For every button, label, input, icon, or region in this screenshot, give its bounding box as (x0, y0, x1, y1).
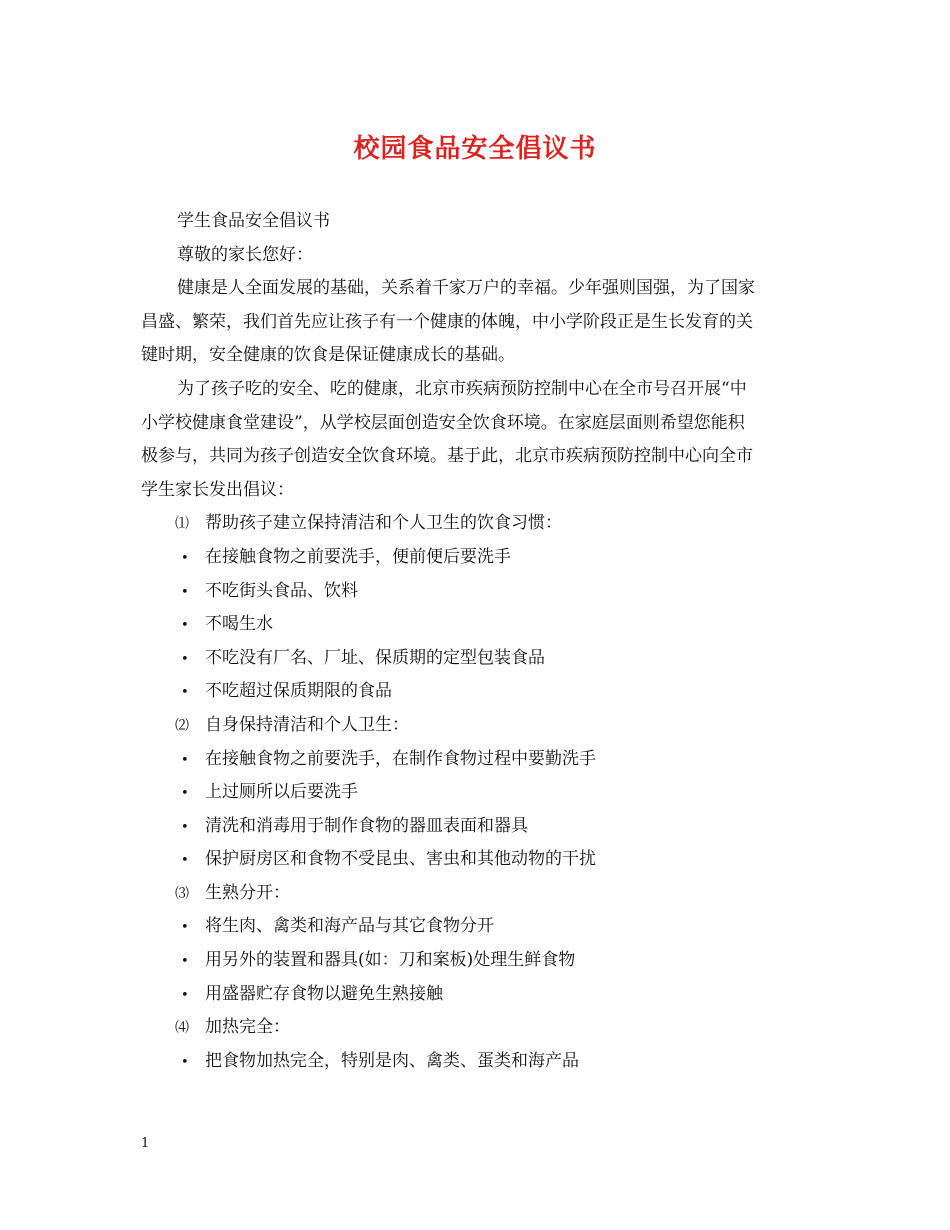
list-item-text: 在接触食物之前要洗手，便前便后要洗手 (205, 546, 511, 567)
section-number: ⑶ (175, 885, 189, 902)
bullet-icon: • (181, 786, 189, 802)
section-heading-text: 生熟分开： (205, 882, 290, 903)
list-item-text: 不吃没有厂名、厂址、保质期的定型包装食品 (205, 647, 545, 668)
bullet-icon: • (181, 584, 189, 600)
list-item (141, 810, 813, 844)
section-heading-text: 自身保持清洁和个人卫生： (205, 714, 409, 735)
paragraph-line: 昌盛、繁荣，我们首先应让孩子有一个健康的体魄，中小学阶段正是生长发育的关 (141, 311, 753, 332)
paragraph-line: 健康是人全面发展的基础，关系着千家万户的幸福。少年强则国强，为了国家 (177, 278, 755, 299)
section-heading (141, 1011, 813, 1045)
section-heading (141, 709, 813, 743)
paragraph-line: 为了孩子吃的安全、吃的健康，北京市疾病预防控制中心在全市号召开展“中 (177, 378, 747, 399)
list-item (141, 978, 813, 1012)
greeting: 尊敬的家长您好： (177, 244, 313, 265)
bullet-icon: • (181, 618, 189, 634)
list-item-text: 清洗和消毒用于制作食物的器皿表面和器具 (205, 815, 528, 836)
list-item-text: 用盛器贮存食物以避免生熟接触 (205, 983, 443, 1004)
section-number: ⑴ (175, 516, 189, 533)
list-item-text: 在接触食物之前要洗手，在制作食物过程中要勤洗手 (205, 748, 596, 769)
list-item (141, 1045, 813, 1079)
section-heading-text: 帮助孩子建立保持清洁和个人卫生的饮食习惯： (205, 513, 562, 534)
paragraph-line: 小学校健康食堂建设”，从学校层面创造安全饮食环境。在家庭层面则希望您能积 (141, 412, 745, 433)
list-item-text: 不喝生水 (205, 614, 273, 635)
list-item (141, 675, 813, 709)
list-item (141, 575, 813, 609)
paragraph-1 (141, 272, 813, 373)
document-title: 校园食品安全倡议书 (353, 134, 597, 164)
document-body (141, 205, 813, 1078)
bullet-icon: • (181, 853, 189, 869)
subtitle: 学生食品安全倡议书 (177, 211, 330, 231)
section-number: ⑷ (175, 1020, 189, 1037)
list-item-text: 上过厕所以后要洗手 (205, 782, 358, 803)
page-number: 1 (141, 1136, 150, 1151)
section-heading (141, 877, 813, 911)
bullet-icon: • (181, 920, 189, 936)
list-item-text: 不吃街头食品、饮料 (205, 580, 358, 601)
paragraph-line: 学生家长发出倡议： (141, 479, 294, 500)
bullet-icon: • (181, 954, 189, 970)
bullet-icon: • (181, 752, 189, 768)
list-item (141, 776, 813, 810)
bullet-icon: • (181, 987, 189, 1003)
list-item-text: 用另外的装置和器具(如：刀和案板)处理生鲜食物 (205, 950, 576, 971)
list-item-text: 保护厨房区和食物不受昆虫、害虫和其他动物的干扰 (205, 849, 596, 870)
list-item (141, 608, 813, 642)
list-item (141, 642, 813, 676)
list-item (141, 541, 813, 575)
bullet-icon: • (181, 685, 189, 701)
list-item-text: 将生肉、禽类和海产品与其它食物分开 (205, 916, 494, 937)
list-item-text: 把食物加热完全，特别是肉、禽类、蛋类和海产品 (205, 1050, 579, 1071)
bullet-icon: • (181, 1054, 189, 1070)
bullet-icon: • (181, 819, 189, 835)
list-item (141, 910, 813, 944)
list-item-text: 不吃超过保质期限的食品 (205, 681, 392, 702)
section-number: ⑵ (175, 717, 189, 734)
paragraph-line: 极参与，共同为孩子创造安全饮食环境。基于此，北京市疾病预防控制中心向全市 (141, 446, 753, 467)
bullet-icon: • (181, 651, 189, 667)
list-item (141, 843, 813, 877)
list-item (141, 743, 813, 777)
section-heading (141, 507, 813, 541)
bullet-icon: • (181, 550, 189, 566)
section-heading-text: 加热完全： (205, 1017, 290, 1038)
list-item (141, 944, 813, 978)
paragraph-2 (141, 373, 813, 507)
paragraph-line: 键时期，安全健康的饮食是保证健康成长的基础。 (141, 345, 515, 366)
